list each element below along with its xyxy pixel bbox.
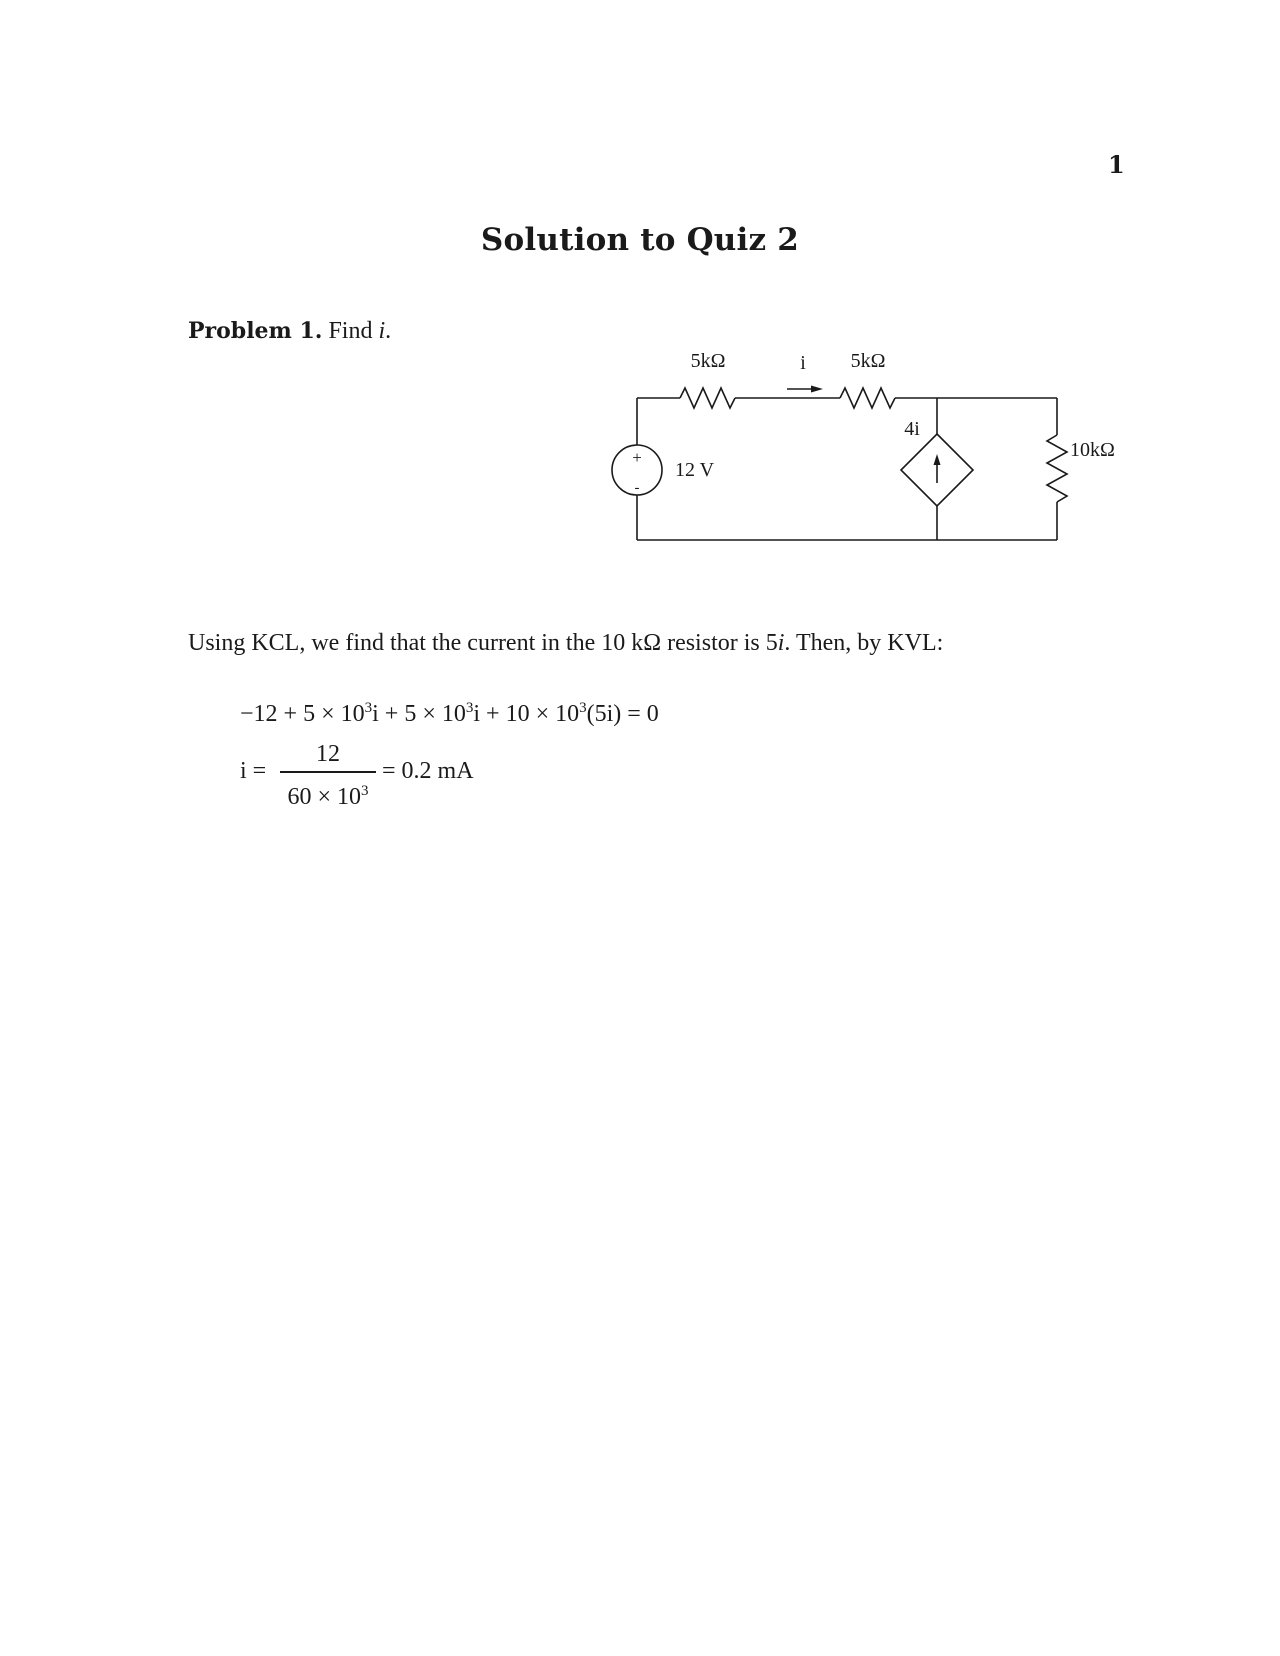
eq1-exp-b: 3 — [465, 700, 474, 716]
eq1-term-a: −12 + 5 × 10 — [240, 701, 365, 727]
page-number: 1 — [1108, 150, 1125, 179]
current-arrow-head — [811, 386, 823, 393]
kcl-text-1: Using KCL, we find that the current in the 10 kΩ resistor is 5 — [188, 630, 778, 656]
kvl-equation — [240, 700, 659, 728]
problem-variable: i — [378, 318, 386, 344]
problem-label: Problem 1. — [188, 318, 323, 344]
eq1-term-d: (5i) = 0 — [586, 701, 659, 727]
resistor-left-zigzag — [680, 388, 735, 408]
dependent-source-label: 4i — [904, 418, 920, 440]
eq1-exp-a: 3 — [364, 700, 373, 716]
resistor-right-zigzag — [1047, 435, 1067, 502]
resistor-right-label: 10kΩ — [1070, 439, 1115, 461]
eq2-denominator-wrap — [280, 777, 376, 811]
resistor-mid-label: 5kΩ — [850, 350, 886, 372]
source-minus-sign: - — [634, 480, 640, 496]
eq2-denominator: 60 × 10 — [287, 784, 362, 810]
source-plus-sign: + — [632, 448, 642, 467]
current-solution-equation — [240, 740, 640, 810]
eq2-denominator-exp: 3 — [361, 783, 369, 799]
eq1-term-b: i + 5 × 10 — [372, 701, 466, 727]
eq2-numerator: 12 — [316, 741, 340, 767]
kcl-text-2: . Then, by KVL: — [784, 630, 944, 656]
fraction-bar — [280, 771, 376, 773]
eq1-term-c: i + 10 × 10 — [473, 701, 580, 727]
eq1-exp-c: 3 — [579, 700, 587, 716]
eq2-fraction — [280, 740, 376, 811]
problem-statement — [188, 318, 391, 345]
problem-end: . — [385, 318, 392, 344]
current-label: i — [800, 352, 806, 374]
resistor-left-label: 5kΩ — [690, 350, 726, 372]
page-title: Solution to Quiz 2 — [480, 222, 800, 258]
kcl-sentence — [188, 630, 943, 657]
kcl-variable: i — [777, 630, 785, 656]
eq2-rhs: = 0.2 mA — [382, 758, 474, 784]
source-voltage-label: 12 V — [675, 459, 715, 481]
problem-text: Find — [328, 318, 373, 344]
dependent-source-arrow-head — [934, 454, 941, 465]
circuit-diagram — [590, 350, 1130, 570]
eq2-lhs: i = — [240, 758, 267, 784]
resistor-mid-zigzag — [840, 388, 895, 408]
